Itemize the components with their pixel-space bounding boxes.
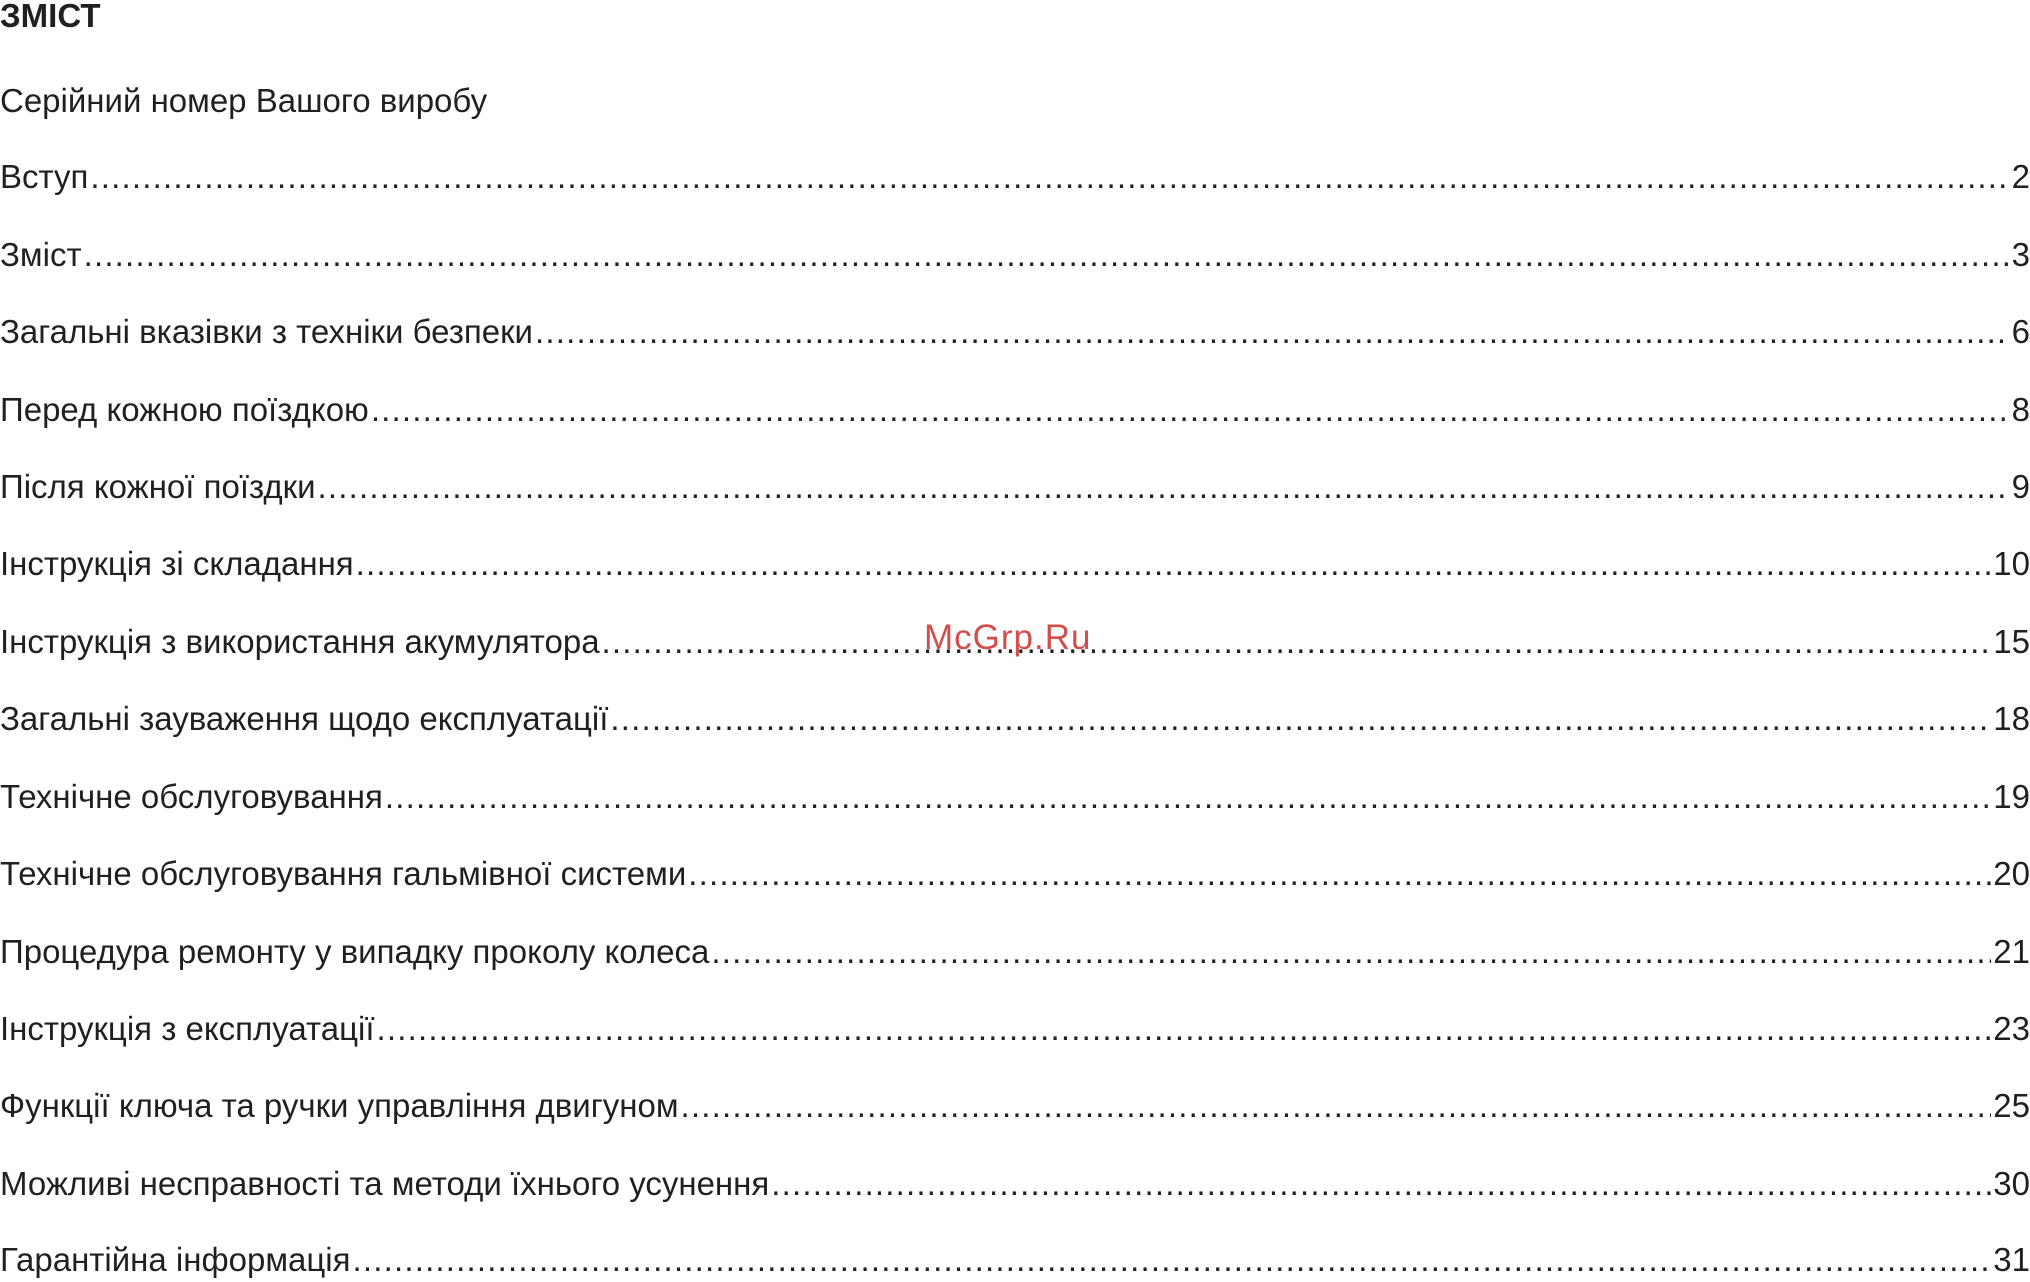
toc-entry [0,465,2030,509]
toc-leader-dots [371,388,2010,432]
toc-entry-label: Перед кожною поїздкою [0,391,369,428]
toc-entry-label: Загальні зауваження щодо експлуатації [0,700,609,737]
toc-entry-label: Після кожної поїздки [0,468,316,505]
toc-entry-label: Можливі несправності та методи їхнього усунення [0,1165,770,1202]
toc-entry-page: 8 [2011,391,2030,428]
toc-entry [0,233,2030,277]
toc-entry-label: Технічне обслуговування [0,778,383,815]
toc-entry [0,1084,2030,1128]
toc-entry-label: Гарантійна інформація [0,1241,351,1278]
toc-entry-label: Інструкція зі складання [0,545,354,582]
toc-entry-label: Функції ключа та ручки управління двигуном [0,1087,679,1124]
toc-entry-label: Зміст [0,236,82,273]
toc-leader-dots [90,155,2009,199]
toc-entry-page: 20 [1993,855,2030,892]
toc-entry [0,1007,2030,1051]
toc-entry-page: 10 [1993,545,2030,582]
toc-entry-page: 21 [1993,933,2030,970]
toc-entry-page: 9 [2011,468,2030,505]
toc-entry-page: 2 [2011,158,2030,195]
toc-leader-dots [535,310,2010,354]
toc-leader-dots [352,1238,1991,1282]
toc-entry-page: 23 [1993,1010,2030,1047]
serial-number-heading: Серійний номер Вашого виробу [0,82,488,119]
toc-leader-dots [318,465,2010,509]
toc-entry [0,1238,2030,1282]
toc-entry-page: 18 [1993,700,2030,737]
toc-entry-label: Процедура ремонту у випадку проколу колеса [0,933,710,970]
toc-leader-dots [377,1007,1992,1051]
toc-entry-label: Інструкція з використання акумулятора [0,623,600,660]
toc-entry-page: 25 [1993,1087,2030,1124]
page-title: ЗМІСТ [0,0,101,34]
toc-entry-page: 3 [2011,236,2030,273]
toc-entry [0,542,2030,586]
toc-entry-page: 15 [1993,623,2030,660]
toc-entry-label: Інструкція з експлуатації [0,1010,375,1047]
toc-entry [0,310,2030,354]
toc-leader-dots [356,542,1992,586]
toc-entry [0,388,2030,432]
toc-entry [0,1162,2030,1206]
toc-leader-dots [688,852,1991,896]
toc-entry-label: Вступ [0,158,89,195]
toc-entry-label: Загальні вказівки з техніки безпеки [0,313,533,350]
toc-entry [0,775,2030,819]
toc-leader-dots [711,930,1991,974]
toc-leader-dots [84,233,2010,277]
toc-entry [0,852,2030,896]
toc-entry-page: 19 [1993,778,2030,815]
toc-leader-dots [385,775,1991,819]
toc-leader-dots [602,620,1992,664]
toc-entry-page: 31 [1993,1241,2030,1278]
toc-entry-label: Технічне обслуговування гальмівної системи [0,855,687,892]
toc-leader-dots [610,697,1991,741]
toc-entry-page: 6 [2011,313,2030,350]
watermark-text: McGrp.Ru [924,618,1092,657]
toc-entry [0,697,2030,741]
toc-leader-dots [681,1084,1992,1128]
toc-entry [0,930,2030,974]
toc-entry-page: 30 [1993,1165,2030,1202]
toc-entry [0,155,2030,199]
toc-leader-dots [771,1162,1991,1206]
